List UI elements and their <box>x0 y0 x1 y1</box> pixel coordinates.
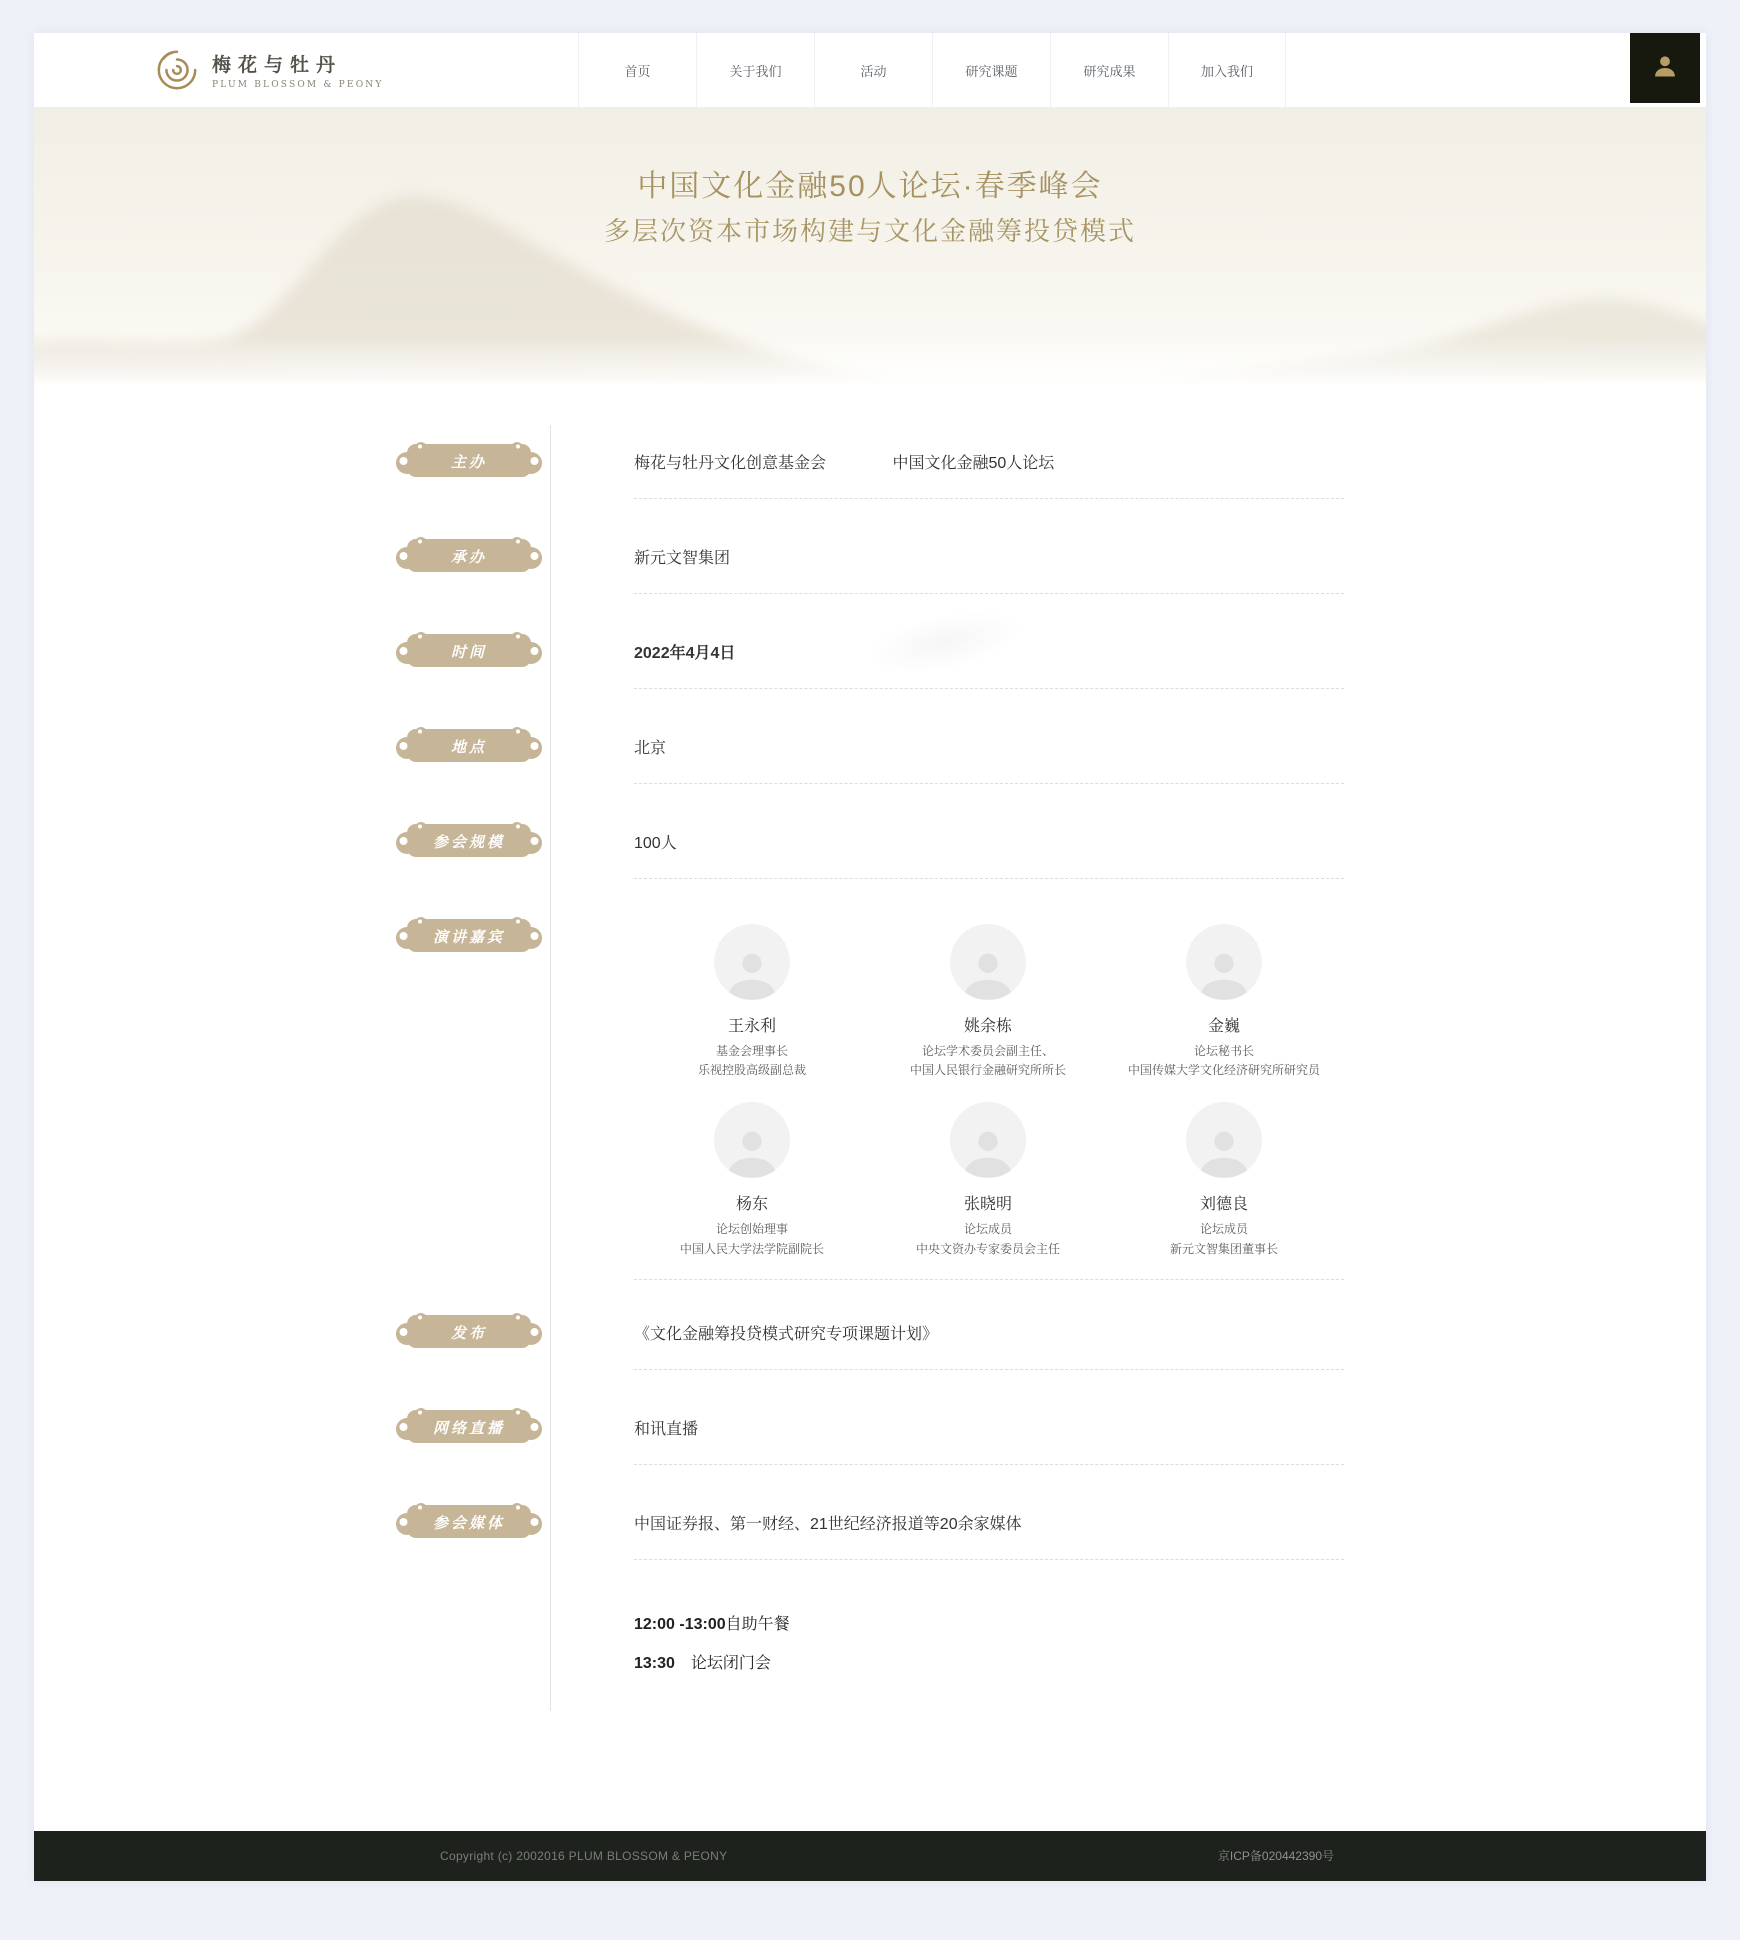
media-badge <box>394 1500 544 1542</box>
speaker-name: 张晓明 <box>963 1196 1012 1214</box>
icp-number[interactable]: 京ICP备020442390号 <box>1217 1849 1334 1864</box>
scale-badge <box>394 819 544 861</box>
row-scale <box>34 819 1706 861</box>
schedule <box>634 1595 1706 1673</box>
avatar-placeholder-icon <box>714 924 790 1000</box>
nav-item-activities[interactable]: 活动 <box>814 33 932 107</box>
row-time <box>34 629 1706 671</box>
speaker-name: 杨东 <box>735 1196 768 1214</box>
host-badge <box>394 439 544 481</box>
speaker-name: 刘德良 <box>1199 1196 1248 1214</box>
speaker-name: 王永利 <box>727 1018 776 1035</box>
location-badge <box>394 724 544 766</box>
svg-text:主办: 主办 <box>450 453 488 471</box>
speaker-card <box>870 1102 1106 1258</box>
speaker-title: 论坛创始理事 <box>715 1222 788 1237</box>
row-organizer <box>34 534 1706 576</box>
svg-text:参会媒体: 参会媒体 <box>432 1513 506 1532</box>
speaker-title: 新元文智集团董事长 <box>1169 1241 1278 1256</box>
logo-subtitle: PLUM BLOSSOM & PEONY <box>212 80 384 90</box>
host-org-2: 中国文化金融50人论坛 <box>892 455 1055 472</box>
organizer-value: 新元文智集团 <box>634 550 731 567</box>
location-value: 北京 <box>634 740 667 757</box>
scale-value: 100人 <box>634 835 677 852</box>
speakers-badge <box>394 914 544 956</box>
speaker-card <box>634 1102 870 1258</box>
divider <box>634 498 1344 499</box>
speaker-name: 姚余栋 <box>963 1018 1012 1035</box>
speaker-title: 论坛学术委员会副主任、 <box>921 1044 1054 1058</box>
header <box>34 33 1706 107</box>
schedule-event: 自助午餐 <box>725 1615 790 1633</box>
row-release <box>34 1310 1706 1352</box>
row-media <box>34 1500 1706 1542</box>
speaker-title: 中央文资办专家委员会主任 <box>915 1241 1060 1256</box>
schedule-item <box>634 1611 1706 1634</box>
svg-text:演讲嘉宾: 演讲嘉宾 <box>432 928 506 946</box>
media-value: 中国证券报、第一财经、21世纪经济报道等20余家媒体 <box>634 1515 1022 1533</box>
avatar-placeholder-icon <box>1186 1102 1262 1178</box>
schedule-time: 12:00 -13:00 <box>634 1615 726 1633</box>
copyright-text: Copyright (c) 2002016 PLUM BLOSSOM & PEONY <box>440 1848 728 1863</box>
row-broadcast <box>34 1405 1706 1447</box>
divider <box>634 1369 1344 1370</box>
speaker-card <box>634 924 870 1080</box>
divider <box>634 593 1344 594</box>
avatar-placeholder-icon <box>950 924 1026 1000</box>
time-badge <box>394 629 544 671</box>
logo[interactable] <box>154 47 384 93</box>
divider <box>634 1279 1344 1280</box>
row-location <box>34 724 1706 766</box>
speaker-card <box>870 924 1106 1080</box>
speaker-title: 论坛成员 <box>963 1222 1012 1237</box>
release-badge <box>394 1310 544 1352</box>
schedule-item <box>634 1650 1706 1673</box>
divider <box>634 878 1344 879</box>
footer <box>34 1831 1706 1881</box>
nav-item-about[interactable]: 关于我们 <box>696 33 814 107</box>
peony-flower-icon <box>154 47 200 93</box>
divider <box>634 1464 1344 1465</box>
main-nav <box>578 33 1286 107</box>
time-value: 2022年4月4日 <box>634 645 736 662</box>
user-account-button[interactable] <box>1630 33 1700 103</box>
svg-text:参会规模: 参会规模 <box>432 833 506 851</box>
avatar-placeholder-icon <box>1186 924 1262 1000</box>
nav-item-home[interactable]: 首页 <box>578 33 696 107</box>
divider <box>634 1559 1344 1560</box>
event-subtitle: 多层次资本市场构建与文化金融筹投贷模式 <box>603 216 1136 246</box>
nav-item-join-us[interactable]: 加入我们 <box>1168 33 1286 107</box>
speaker-title: 中国人民大学法学院副院长 <box>679 1241 824 1256</box>
svg-text:网络直播: 网络直播 <box>432 1418 506 1437</box>
speaker-name: 金巍 <box>1207 1018 1240 1035</box>
broadcast-badge <box>394 1405 544 1447</box>
row-host <box>34 439 1706 481</box>
avatar-placeholder-icon <box>950 1102 1026 1178</box>
speaker-card <box>1106 924 1342 1080</box>
release-value: 《文化金融筹投贷模式研究专项课题计划》 <box>634 1325 939 1343</box>
speaker-card <box>1106 1102 1342 1258</box>
speaker-title: 论坛秘书长 <box>1193 1044 1254 1058</box>
hero-banner <box>34 107 1706 385</box>
logo-title: 梅花与牡丹 <box>212 54 343 76</box>
organizer-badge <box>394 534 544 576</box>
row-speakers <box>34 914 1706 1259</box>
user-icon <box>1651 52 1679 85</box>
nav-item-research-topics[interactable]: 研究课题 <box>932 33 1050 107</box>
speakers-grid <box>634 918 1344 1259</box>
svg-text:发布: 发布 <box>450 1323 488 1342</box>
event-title: 中国文化金融50人论坛·春季峰会 <box>637 170 1103 203</box>
schedule-time: 13:30 <box>634 1654 675 1672</box>
page-card <box>34 33 1706 1881</box>
nav-item-research-results[interactable]: 研究成果 <box>1050 33 1168 107</box>
event-detail <box>34 385 1706 1831</box>
speaker-title: 乐视控股高级副总裁 <box>697 1063 806 1078</box>
host-org-1: 梅花与牡丹文化创意基金会 <box>634 455 827 472</box>
speaker-title: 基金会理事长 <box>715 1044 788 1058</box>
broadcast-value: 和讯直播 <box>634 1420 699 1438</box>
svg-text:承办: 承办 <box>450 548 488 566</box>
speaker-title: 中国人民银行金融研究所所长 <box>909 1063 1066 1078</box>
speaker-title: 论坛成员 <box>1199 1222 1248 1237</box>
speaker-title: 中国传媒大学文化经济研究所研究员 <box>1127 1063 1320 1078</box>
svg-text:地点: 地点 <box>450 738 488 756</box>
divider <box>634 688 1344 689</box>
avatar-placeholder-icon <box>714 1102 790 1178</box>
schedule-event: 论坛闭门会 <box>690 1654 771 1672</box>
divider <box>634 783 1344 784</box>
svg-text:时间: 时间 <box>450 643 488 661</box>
